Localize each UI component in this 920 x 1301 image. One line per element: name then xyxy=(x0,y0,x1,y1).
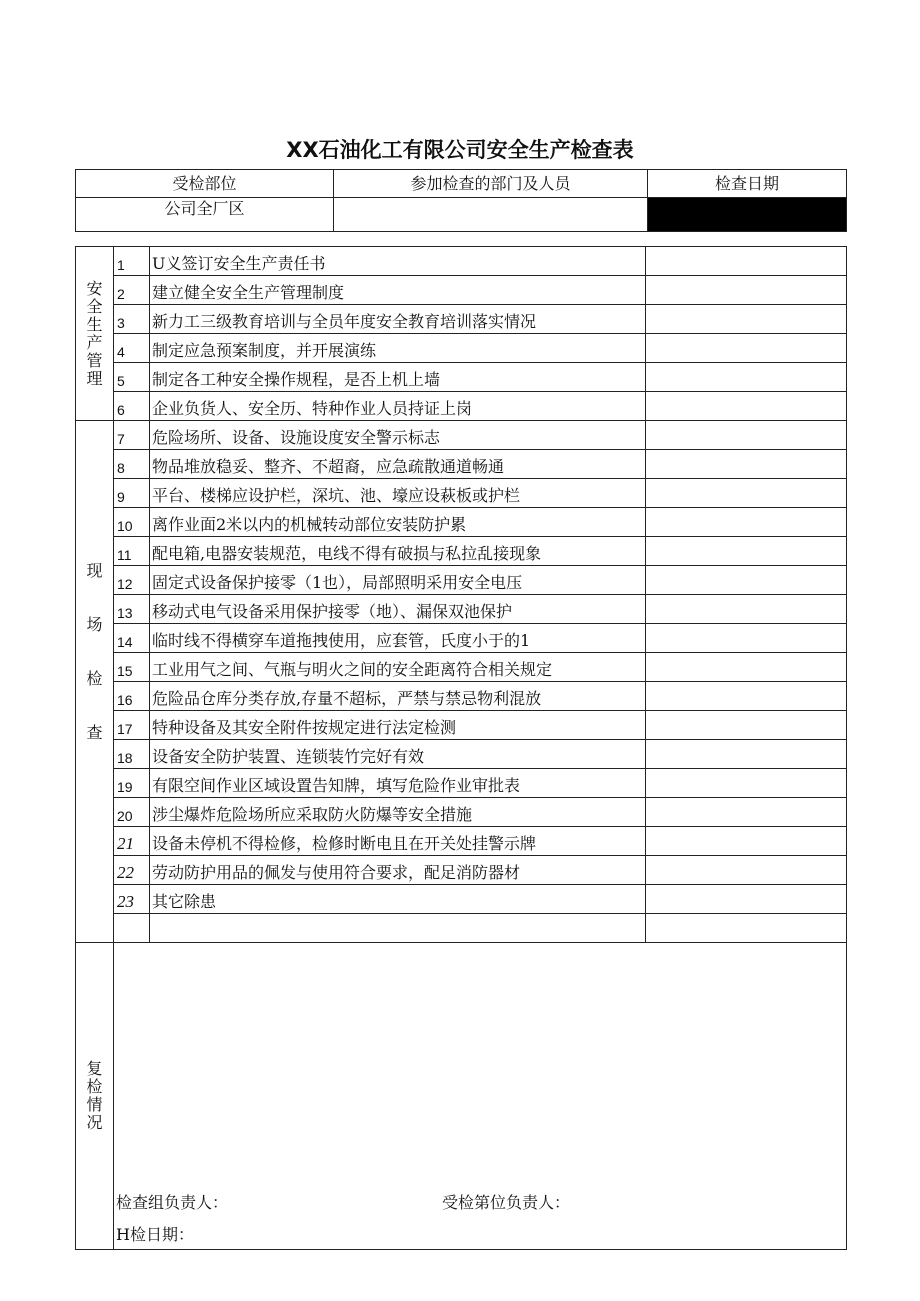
item-text: 劳动防护用品的佩发与使用符合要求，配足消防器材 xyxy=(150,856,646,885)
table-row xyxy=(76,479,847,508)
participants-header: 参加检查的部门及人员 xyxy=(334,170,648,198)
result-cell[interactable] xyxy=(646,305,847,334)
item-number: 4 xyxy=(114,334,150,363)
table-row xyxy=(76,421,847,450)
item-number: 3 xyxy=(114,305,150,334)
item-number: 17 xyxy=(114,711,150,740)
result-cell[interactable] xyxy=(646,653,847,682)
item-text: 设备安全防护装置、连锁装竹完好有效 xyxy=(150,740,646,769)
item-number: 18 xyxy=(114,740,150,769)
result-cell[interactable] xyxy=(646,827,847,856)
inspection-date-header: 检查日期 xyxy=(648,170,847,198)
table-row xyxy=(76,537,847,566)
table-row xyxy=(76,276,847,305)
item-number: 19 xyxy=(114,769,150,798)
table-row xyxy=(76,305,847,334)
checklist-table xyxy=(75,246,847,1250)
item-text: 危险品仓库分类存放,存量不超标，严禁与禁忌物利混放 xyxy=(150,682,646,711)
item-text: 物品堆放稳妥、整齐、不超裔，应急疏散通道畅通 xyxy=(150,450,646,479)
item-text: 设备未停机不得检修，检修时断电且在开关处挂警示牌 xyxy=(150,827,646,856)
item-text: 危险场所、设备、设施设度安全警示标志 xyxy=(150,421,646,450)
table-row xyxy=(76,885,847,914)
item-text: 企业负货人、安全历、特种作业人员持证上岗 xyxy=(150,392,646,421)
item-number: 14 xyxy=(114,624,150,653)
item-text: 工业用气之间、气瓶与明火之间的安全距离符合相关规定 xyxy=(150,653,646,682)
empty-cell[interactable] xyxy=(150,914,646,943)
blank-row xyxy=(76,914,847,943)
item-number: 16 xyxy=(114,682,150,711)
item-number: 10 xyxy=(114,508,150,537)
item-number: 6 xyxy=(114,392,150,421)
table-row xyxy=(76,798,847,827)
result-cell[interactable] xyxy=(646,247,847,276)
table-row xyxy=(76,856,847,885)
recheck-row xyxy=(76,943,847,1250)
item-number: 2 xyxy=(114,276,150,305)
item-number: 9 xyxy=(114,479,150,508)
item-text: 制定应急预案制度，并开展演练 xyxy=(150,334,646,363)
category-label: 安全生产管理 xyxy=(86,278,103,388)
category-site-inspection xyxy=(76,421,114,943)
table-row xyxy=(76,653,847,682)
result-cell[interactable] xyxy=(646,711,847,740)
item-number: 13 xyxy=(114,595,150,624)
item-text: 移动式电气设备采用保护接零（地）、漏保双池保护 xyxy=(150,595,646,624)
table-row xyxy=(76,334,847,363)
item-text: 新力工三级教育培训与全员年度安全教育培训落实情况 xyxy=(150,305,646,334)
table-row xyxy=(76,595,847,624)
result-cell[interactable] xyxy=(646,479,847,508)
item-text: 其它除患 xyxy=(150,885,646,914)
table-row xyxy=(76,450,847,479)
result-cell[interactable] xyxy=(646,508,847,537)
result-cell[interactable] xyxy=(646,856,847,885)
table-row xyxy=(76,247,847,276)
table-row xyxy=(76,769,847,798)
item-text: 有限空间作业区域设置告知牌，填写危险作业审批表 xyxy=(150,769,646,798)
item-number: 23 xyxy=(114,885,150,914)
item-number: 1 xyxy=(114,247,150,276)
result-cell[interactable] xyxy=(646,798,847,827)
table-row xyxy=(76,363,847,392)
item-text: U义签订安全生产责任书 xyxy=(150,247,646,276)
participants-value[interactable] xyxy=(334,198,648,232)
item-text: 制定各工种安全操作规程，是否上机上墙 xyxy=(150,363,646,392)
item-text: 临时线不得横穿车道拖拽使用，应套管，氏度小于的1 xyxy=(150,624,646,653)
item-text: 建立健全安全生产管理制度 xyxy=(150,276,646,305)
recheck-date-label: H检日期： xyxy=(116,1225,194,1244)
table-row xyxy=(76,508,847,537)
empty-cell[interactable] xyxy=(114,914,150,943)
category-char: 查 xyxy=(86,722,103,742)
item-number: 15 xyxy=(114,653,150,682)
item-number: 22 xyxy=(114,856,150,885)
result-cell[interactable] xyxy=(646,885,847,914)
category-char: 现 xyxy=(86,560,103,580)
item-number: 21 xyxy=(114,827,150,856)
result-cell[interactable] xyxy=(646,595,847,624)
table-row xyxy=(76,624,847,653)
dept-lead-label: 受检第位负责人： xyxy=(442,1193,571,1212)
result-cell[interactable] xyxy=(646,624,847,653)
result-cell[interactable] xyxy=(646,334,847,363)
result-cell[interactable] xyxy=(646,537,847,566)
table-row xyxy=(76,740,847,769)
recheck-area[interactable] xyxy=(114,943,847,1250)
result-cell[interactable] xyxy=(646,363,847,392)
item-text: 配电箱,电器安装规范，电线不得有破损与私拉乱接现象 xyxy=(150,537,646,566)
item-number: 12 xyxy=(114,566,150,595)
result-cell[interactable] xyxy=(646,450,847,479)
category-char: 检 xyxy=(86,668,103,688)
inspected-area-header: 受检部位 xyxy=(76,170,334,198)
result-cell[interactable] xyxy=(646,421,847,450)
item-text: 平台、楼梯应设护栏，深坑、池、壕应设萩板或护栏 xyxy=(150,479,646,508)
result-cell[interactable] xyxy=(646,566,847,595)
item-number: 11 xyxy=(114,537,150,566)
table-row xyxy=(76,682,847,711)
header-table xyxy=(75,169,847,232)
result-cell[interactable] xyxy=(646,740,847,769)
category-label: 复检情况 xyxy=(86,1059,103,1132)
item-number: 20 xyxy=(114,798,150,827)
result-cell[interactable] xyxy=(646,682,847,711)
result-cell[interactable] xyxy=(646,276,847,305)
category-recheck xyxy=(76,943,114,1250)
item-text: 涉尘爆炸危险场所应采取防火防爆等安全措施 xyxy=(150,798,646,827)
inspector-lead-label: 检查组负责人： xyxy=(116,1193,229,1212)
table-row xyxy=(76,827,847,856)
inspected-area-value[interactable]: 公司全厂区 xyxy=(76,198,334,232)
result-cell[interactable] xyxy=(646,769,847,798)
empty-cell[interactable] xyxy=(646,914,847,943)
table-row xyxy=(76,711,847,740)
table-row xyxy=(76,392,847,421)
category-safety-management xyxy=(76,247,114,421)
item-number: 5 xyxy=(114,363,150,392)
item-number: 7 xyxy=(114,421,150,450)
inspection-date-value[interactable] xyxy=(648,198,847,232)
item-text: 固定式设备保护接零（1也），局部照明采用安全电压 xyxy=(150,566,646,595)
item-text: 离作业面2米以内的机械转动部位安装防护累 xyxy=(150,508,646,537)
table-row xyxy=(76,566,847,595)
category-char: 场 xyxy=(86,614,103,634)
result-cell[interactable] xyxy=(646,392,847,421)
page-title: XX石油化工有限公司安全生产检查表 xyxy=(286,138,634,162)
item-number: 8 xyxy=(114,450,150,479)
item-text: 特种设备及其安全附件按规定进行法定检测 xyxy=(150,711,646,740)
